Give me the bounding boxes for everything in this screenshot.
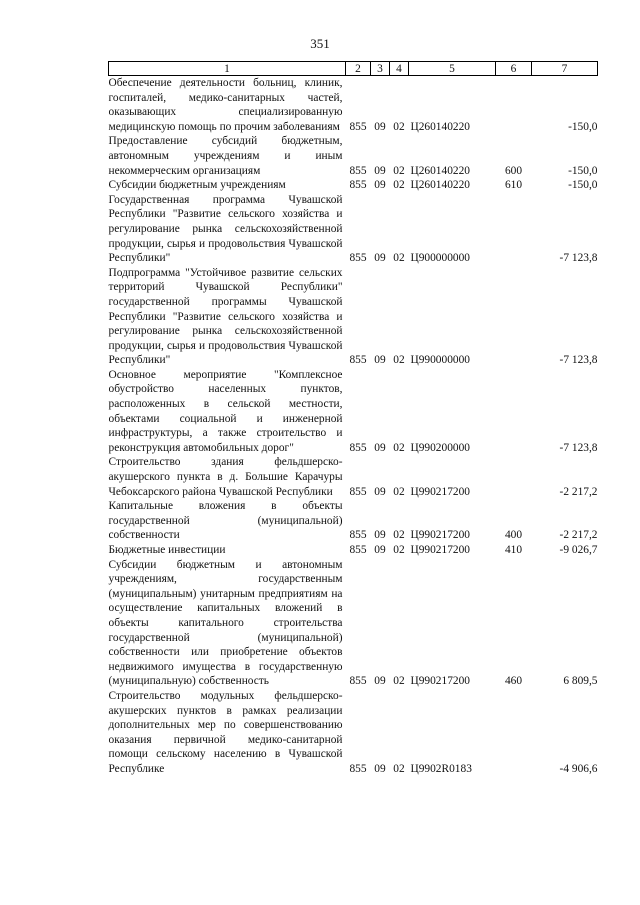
page-number: 351 xyxy=(310,36,330,51)
expense-type-code xyxy=(496,689,532,777)
budget-table xyxy=(108,61,598,777)
row-name: Строительство модульных фельдшерско-акушерских пунктов в рамках реализации дополнительных мер по совершенствованию оказания первичной медико-санитарной помощи сельскому населению в Чувашской Республике xyxy=(108,689,343,775)
column-number-1: 1 xyxy=(109,62,346,76)
subsection-code: 02 xyxy=(393,252,405,265)
expense-type-code xyxy=(496,368,532,456)
column-number-5: 5 xyxy=(409,62,496,76)
target-article-code: Ц990000000 xyxy=(410,354,470,367)
ministry-code: 855 xyxy=(349,762,367,775)
section-code: 09 xyxy=(374,354,386,367)
ministry-code: 855 xyxy=(349,544,367,556)
table-row xyxy=(109,543,598,558)
target-article-code: Ц9902R0183 xyxy=(410,762,472,775)
ministry-code: 855 xyxy=(349,529,367,542)
column-number-7: 7 xyxy=(532,62,598,76)
subsection-code: 02 xyxy=(393,354,405,367)
section-code: 09 xyxy=(374,544,386,556)
section-code: 09 xyxy=(374,179,386,192)
target-article-code: Ц260140220 xyxy=(410,164,470,177)
row-name: Субсидии бюджетным учреждениям xyxy=(108,179,286,192)
amount: -2 217,2 xyxy=(559,485,598,498)
table-row xyxy=(109,558,598,689)
section-code: 09 xyxy=(374,441,386,454)
subsection-code: 02 xyxy=(393,762,405,775)
row-name: Основное мероприятие "Комплексное обустройство населенных пунктов, расположенных в сельской местности, объектами социальной и инженерной инфраструктуры, а также строительство и реконструкция автомобильных дорог" xyxy=(108,368,343,454)
target-article-code: Ц990217200 xyxy=(410,675,470,688)
table-row xyxy=(109,455,598,499)
subsection-code: 02 xyxy=(393,544,405,556)
subsection-code: 02 xyxy=(393,120,405,133)
row-name: Предоставление субсидий бюджетным, автономным учреждениям и иным некоммерческим организациям xyxy=(108,135,343,177)
expense-type-code: 460 xyxy=(504,675,523,688)
column-number-6: 6 xyxy=(496,62,532,76)
amount: -150,0 xyxy=(568,120,598,133)
subsection-code: 02 xyxy=(393,675,405,688)
column-number-2: 2 xyxy=(346,62,371,76)
section-code: 09 xyxy=(374,675,386,688)
section-code: 09 xyxy=(374,485,386,498)
subsection-code: 02 xyxy=(393,179,405,192)
section-code: 09 xyxy=(374,529,386,542)
ministry-code: 855 xyxy=(349,179,367,192)
table-row xyxy=(109,499,598,543)
expense-type-code: 410 xyxy=(504,544,523,556)
subsection-code: 02 xyxy=(393,485,405,498)
amount: -7 123,8 xyxy=(559,441,598,454)
target-article-code: Ц990200000 xyxy=(410,441,470,454)
subsection-code: 02 xyxy=(393,164,405,177)
ministry-code: 855 xyxy=(349,675,367,688)
amount: -150,0 xyxy=(568,179,598,192)
table-row xyxy=(109,368,598,456)
row-name: Бюджетные инвестиции xyxy=(108,544,226,556)
table-row xyxy=(109,266,598,368)
table-row xyxy=(109,178,598,193)
section-code: 09 xyxy=(374,252,386,265)
expense-type-code: 610 xyxy=(504,179,523,192)
amount: -9 026,7 xyxy=(559,544,598,556)
ministry-code: 855 xyxy=(349,485,367,498)
expense-type-code xyxy=(496,455,532,499)
amount: -7 123,8 xyxy=(559,354,598,367)
row-name: Строительство здания фельдшерско-акушерского пункта в д. Большие Карачуры Чебоксарского района Чувашской Республики xyxy=(108,456,343,498)
target-article-code: Ц990217200 xyxy=(410,529,470,542)
ministry-code: 855 xyxy=(349,354,367,367)
table-body xyxy=(109,76,598,777)
ministry-code: 855 xyxy=(349,164,367,177)
row-name: Подпрограмма "Устойчивое развитие сельских территорий Чувашской Республики" государственной программы Чувашской Республики "Развитие сельского хозяйства и регулирование рынка сельскохозяйственной продукции, сырья и продовольствия Чувашской Республики" xyxy=(108,266,343,367)
amount: -7 123,8 xyxy=(559,252,598,265)
section-code: 09 xyxy=(374,164,386,177)
amount: -2 217,2 xyxy=(559,529,598,542)
target-article-code: Ц990217200 xyxy=(410,485,470,498)
expense-type-code: 400 xyxy=(504,529,523,542)
expense-type-code: 600 xyxy=(504,164,523,177)
ministry-code: 855 xyxy=(349,252,367,265)
expense-type-code xyxy=(496,76,532,135)
expense-type-code xyxy=(496,266,532,368)
ministry-code: 855 xyxy=(349,120,367,133)
row-name: Государственная программа Чувашской Республики "Развитие сельского хозяйства и регулирование рынка сельскохозяйственной продукции, сырья и продовольствия Чувашской Республики" xyxy=(108,193,343,265)
row-name: Капитальные вложения в объекты государственной (муниципальной) собственности xyxy=(108,500,343,542)
target-article-code: Ц900000000 xyxy=(410,252,470,265)
table-row xyxy=(109,193,598,266)
amount: -150,0 xyxy=(568,164,598,177)
table-row xyxy=(109,689,598,777)
expense-type-code xyxy=(496,193,532,266)
target-article-code: Ц260140220 xyxy=(410,120,470,133)
section-code: 09 xyxy=(374,762,386,775)
column-number-3: 3 xyxy=(371,62,390,76)
row-name: Обеспечение деятельности больниц, клиник, госпиталей, медико-санитарных частей, оказывающих специализированную медицинскую помощь по прочим заболеваниям xyxy=(108,77,343,133)
amount: -4 906,6 xyxy=(559,762,598,775)
table-row xyxy=(109,134,598,178)
column-number-4: 4 xyxy=(390,62,409,76)
amount: 6 809,5 xyxy=(563,675,598,688)
column-number-row xyxy=(109,62,598,76)
ministry-code: 855 xyxy=(349,441,367,454)
section-code: 09 xyxy=(374,120,386,133)
table-row xyxy=(109,76,598,135)
subsection-code: 02 xyxy=(393,529,405,542)
target-article-code: Ц260140220 xyxy=(410,179,470,192)
target-article-code: Ц990217200 xyxy=(410,544,470,556)
subsection-code: 02 xyxy=(393,441,405,454)
row-name: Субсидии бюджетным и автономным учреждениям, государственным (муниципальным) унитарным предприятиям на осуществление капитальных вложений в объекты капитального строительства государственной (муниципальной) собственности или приобретение объектов недвижимого имущества в государственную (муниципальную) собственность xyxy=(108,558,343,688)
